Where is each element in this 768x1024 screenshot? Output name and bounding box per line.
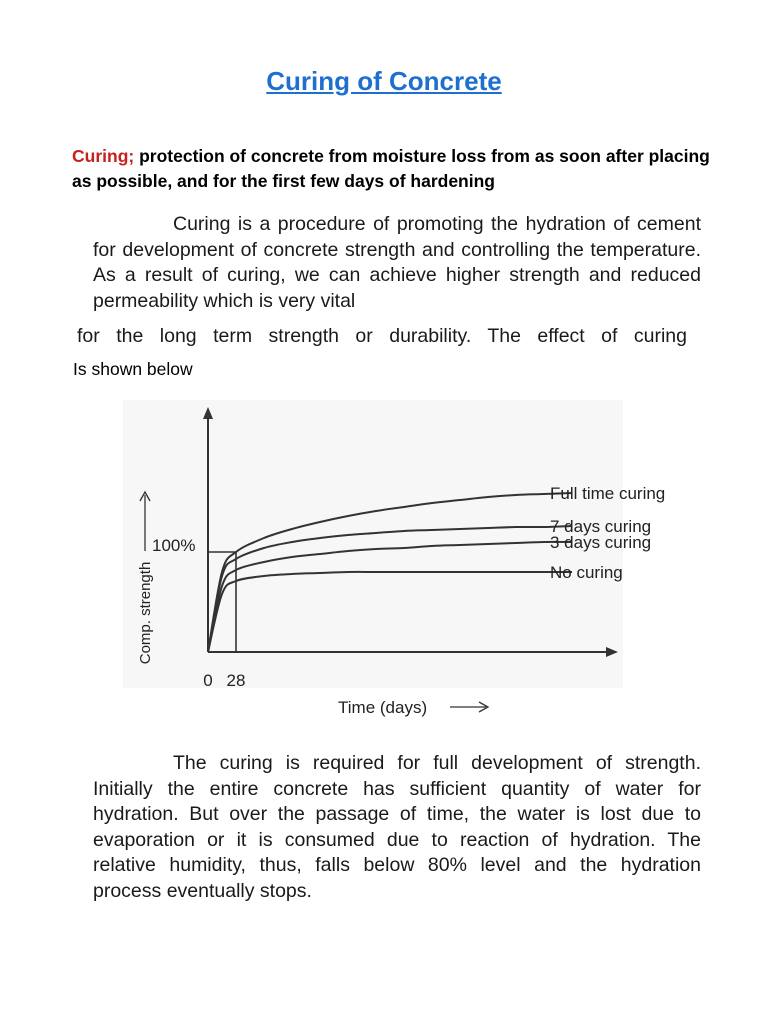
series-label-1: 7 days curing — [550, 517, 652, 536]
series-label-2: 3 days curing — [550, 533, 652, 552]
intro-paragraph-text: Curing is a procedure of promoting the hydration of cement for development of concrete strength and controlling the temperature. As a result of curing, we can achieve higher strength and reduced permeability which is very vital — [93, 213, 701, 312]
closing-paragraph — [93, 751, 701, 905]
y-tick-label-100: 100% — [152, 536, 196, 555]
closing-paragraph-text: The curing is required for full development of strength. Initially the entire concrete has sufficient quantity of water for hydration. But over the passage of time, the water is lost due to evaporation or it is consumed due to reaction of hydration. The relative humidity, thus, falls below 80% level and the hydration process eventually stops. — [93, 752, 701, 902]
series-label-0: Full time curing — [550, 484, 666, 503]
y-axis-label: Comp. strength — [137, 561, 154, 665]
curing-chart — [118, 395, 708, 725]
shown-below-text: Is shown below — [73, 359, 193, 379]
definition-text: protection of concrete from moisture loss from as soon after placing as possible, and for the first few days of hardening — [72, 146, 710, 191]
x-tick-label-0: 0 — [203, 671, 213, 690]
series-label-3: No curing — [550, 563, 623, 582]
x-axis-label: Time (days) — [338, 698, 428, 717]
x-tick-label-28: 28 — [226, 671, 246, 690]
page-title: Curing of Concrete — [266, 66, 502, 96]
intro-paragraph — [93, 212, 701, 314]
curing-definition — [72, 144, 712, 194]
intro-paragraph-line: for the long term strength or durability. The effect of curing — [77, 325, 687, 347]
chart-background — [123, 400, 623, 688]
definition-term: Curing; — [72, 146, 135, 166]
curing-chart-svg — [118, 395, 708, 725]
